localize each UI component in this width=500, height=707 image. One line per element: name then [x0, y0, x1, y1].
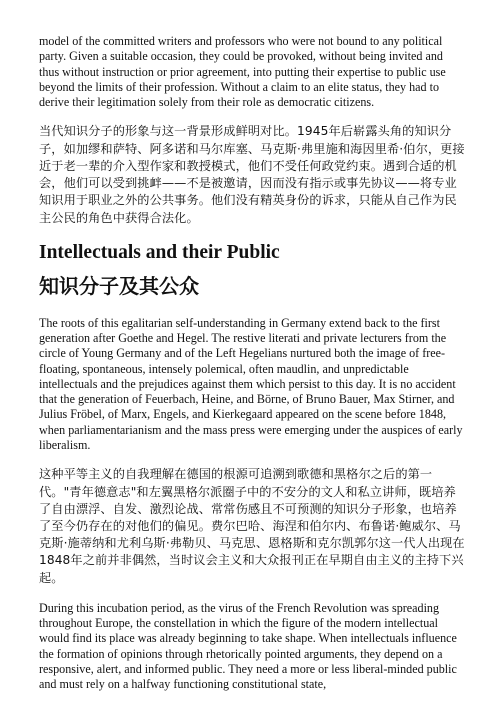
- paragraph-english-2: The roots of this egalitarian self-understanding in Germany extend back to the first generation after Goethe and Hegel. The restive literati and private lecturers from the circle of Young Germany and of the Left Hegelians nurtured both the image of free-floating, spontaneous, intensely polemical, often maudlin, and unpredictable intellectuals and the prejudices against them which persist to this day. It is no accident that the generation of Feuerbach, Heine, and Börne, of Bruno Bauer, Max Stirner, and Julius Fröbel, of Marx, Engels, and Kierkegaard appeared on the scene before 1848, when parliamentarianism and the mass press were emerging under the auspices of early liberalism.: [39, 315, 463, 453]
- paragraph-chinese-1: 当代知识分子的形象与这一背景形成鲜明对比。1945年后崭露头角的知识分子，如加缪和萨特、阿多诺和马尔库塞、马克斯·弗里施和海因里希·伯尔，更接近于老一辈的介入型作家和教授模式，他们不受任何政党约束。遇到合适的机会，他们可以受到挑衅——不是被邀请，因而没有指示或事先协议——将专业知识用于职业之外的公共事务。他们没有精英身份的诉求，只能从自己作为民主公民的角色中获得合法化。: [39, 124, 465, 225]
- section-heading-english: Intellectuals and their Public: [39, 241, 280, 263]
- document-page: [39, 34, 465, 693]
- paragraph-english-3: During this incubation period, as the virus of the French Revolution was spreading throughout Europe, the constellation in which the figure of the modern intellectual would find its place was already beginning to take shape. When intellectuals influence the formation of opinions through rhetorically pointed arguments, they depend on a responsive, alert, and informed public. They need a more or less liberal-minded public and must rely on a halfway functioning constitutional state,: [39, 600, 457, 692]
- paragraph-chinese-2: 这种平等主义的自我理解在德国的根源可追溯到歌德和黑格尔之后的第一代。"青年德意志"和左翼黑格尔派圈子中的不安分的文人和私立讲师，既培养了自由漂浮、自发、激烈论战、常常伤感且不可预测的知识分子形象，也培养了至今仍存在的对他们的偏见。费尔巴哈、海涅和伯尔内、布鲁诺·鲍威尔、马克斯·施蒂纳和尤利乌斯·弗勒贝、马克思、恩格斯和克尔凯郭尔这一代人出现在1848年之前并非偶然，当时议会主义和大众报刊正在早期自由主义的主持下兴起。: [39, 467, 465, 585]
- paragraph-english-1: model of the committed writers and professors who were not bound to any political party. Given a suitable occasion, they could be provoked, without being invited and thus without instruction or prior agreement, into putting their expertise to public use beyond the limits of their profession. Without a claim to an elite status, they had to derive their legitimation solely from their role as democratic citizens.: [39, 34, 446, 110]
- section-heading-chinese: 知识分子及其公众: [39, 273, 199, 298]
